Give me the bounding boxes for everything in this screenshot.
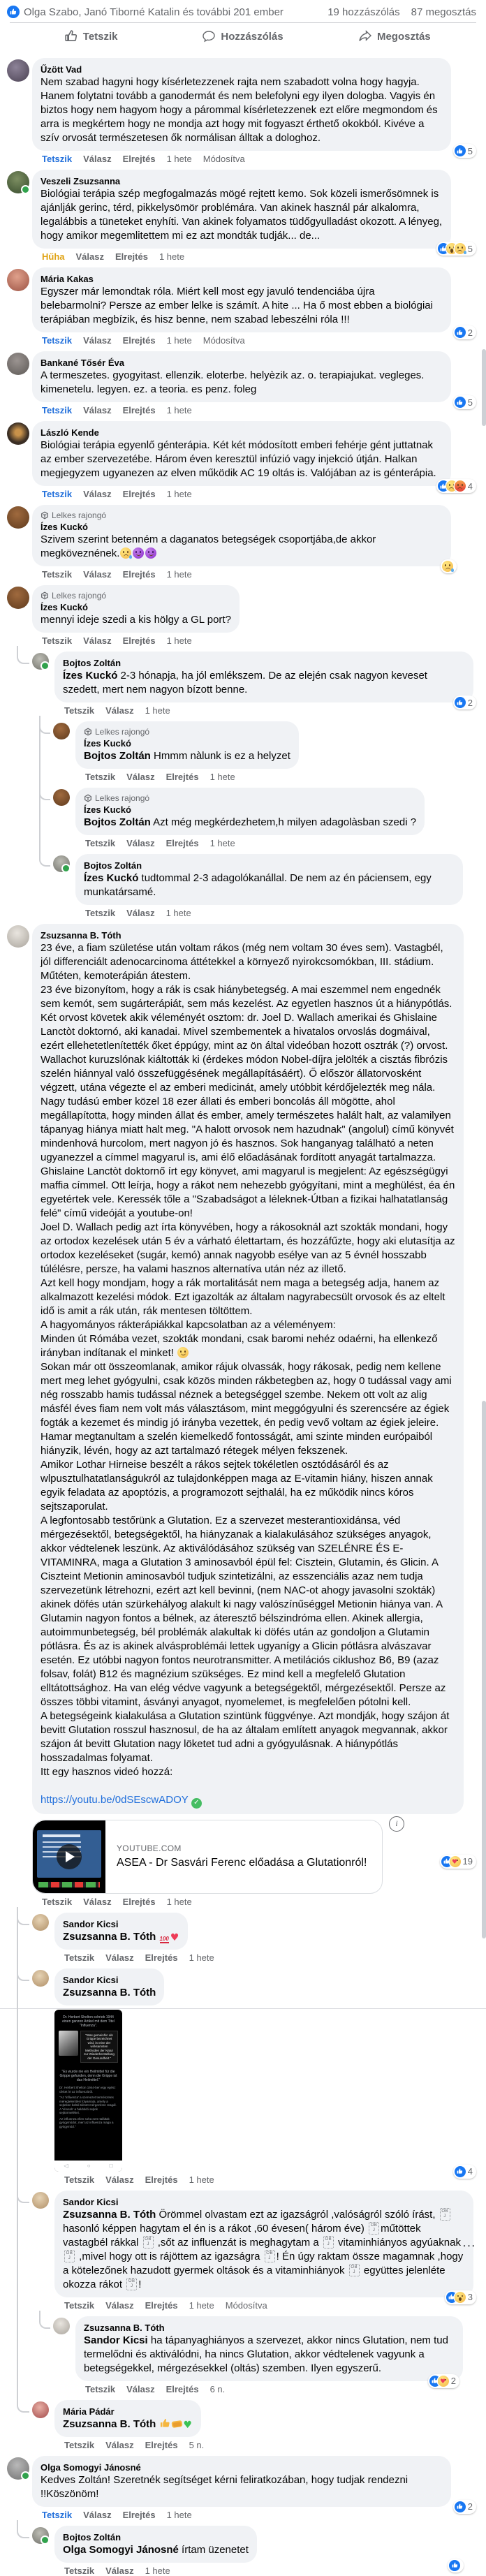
back-icon: ◁ [64, 2163, 68, 2169]
comment-text: Szivem szerint betenném a daganatos betegségek csoportjába,de akkor megköveznének. [40, 533, 379, 559]
post-engagement-bar [0, 0, 486, 22]
reply-button[interactable]: Válasz [83, 635, 112, 646]
comment-text: Olga Somogyi Jánosné írtam üzenetet [63, 2543, 249, 2556]
reply-button[interactable]: Válasz [83, 1896, 112, 1907]
share-button[interactable]: Megosztás [319, 26, 471, 47]
comment [0, 2456, 486, 2520]
comment-author[interactable]: Mária Pádár [63, 2406, 115, 2417]
comment-text: Bojtos Zoltán Hmmm nàlunk is ez a helyzet [84, 750, 290, 762]
avatar[interactable] [53, 723, 70, 739]
hundred-points-emoji: 100 [159, 1935, 169, 1942]
like-button[interactable]: Tetszik [64, 1952, 95, 1963]
comment-author[interactable]: Zsuzsanna B. Tóth [40, 930, 122, 941]
comment-author[interactable]: Bojtos Zoltán [63, 658, 122, 668]
comment-actions [64, 2300, 476, 2311]
comment-button[interactable]: Hozzászólás [167, 26, 318, 47]
mention-link[interactable]: Zsuzsanna B. Tóth [63, 2208, 156, 2221]
comment-actions [42, 335, 476, 346]
comment-actions [85, 908, 476, 918]
hide-button[interactable]: Elrejtés [122, 1896, 156, 1907]
mention-link[interactable]: Ízes Kuckó [84, 872, 139, 884]
comment-actions [42, 405, 476, 415]
comment-reply [0, 652, 486, 716]
avatar[interactable] [7, 506, 29, 529]
timestamp[interactable]: 1 hete [166, 154, 192, 164]
avatar[interactable] [32, 2401, 49, 2418]
timestamp[interactable]: 1 hete [209, 838, 235, 848]
comment-author[interactable]: Ízes Kuckó [84, 738, 131, 749]
hide-button[interactable]: Elrejtés [165, 2383, 199, 2394]
avatar[interactable] [53, 2318, 70, 2334]
comment [0, 351, 486, 415]
comment-text: Nem szabad hagyni hogy kísérletezzenek rajta nem szabadott volna hogy hagyja. Hanem folytatni tovább a ganodermát és nem belefolyni egy ilyen dologba. Vagyis én biztos hogy nem hagyom hogy a párommal kísérletezzenek ezt előre megmondom és arra is megkértem hogy ne mondja azt hogy mit fogyaszt érthető okokból. Kivéve a szív orvosát természetesen ők normálisan álltak a dologhoz. [40, 76, 441, 144]
mention-link[interactable]: Ízes Kuckó [63, 670, 118, 682]
comment-reply [0, 854, 486, 918]
comment-text: Ízes Kuckó tudtommal 2-3 adagolókanállal. De nem az én páciensem, egy munkatársamé. [84, 872, 434, 898]
comment-reply [0, 1913, 486, 1963]
reaction-count: 4 [467, 480, 473, 492]
timestamp[interactable]: 1 hete [166, 635, 192, 646]
comment-text: Kedves Zoltán! Szeretnék segítséget kérni feliratkozában, hogy tudjak rendezni !!Köszönöm! [40, 2473, 411, 2500]
comment-actions [42, 1897, 476, 1907]
like-reaction-icon [455, 145, 466, 156]
top-fan-badge: Lelkes rajongó [40, 591, 231, 601]
like-button[interactable]: Tetszik [64, 2439, 95, 2450]
avatar[interactable] [7, 171, 29, 193]
home-icon: ○ [87, 2163, 91, 2169]
reaction-pill[interactable] [453, 325, 476, 339]
object-replacement-glyph: OBJ [64, 2250, 75, 2262]
like-button[interactable]: Tetszik [85, 2383, 116, 2394]
comment [0, 58, 486, 164]
handshake-emoji [171, 2420, 182, 2428]
reaction-pill[interactable] [428, 2374, 459, 2388]
timestamp[interactable]: 1 hete [189, 1952, 214, 1963]
timestamp[interactable]: 1 hete [189, 2174, 214, 2185]
devil-emoji [133, 547, 144, 559]
like-button[interactable]: Tetszik [42, 154, 73, 164]
care-reaction-icon: ♥ [450, 1856, 461, 1867]
comment-actions [42, 569, 476, 580]
like-reaction-icon [455, 327, 466, 338]
reaction-count: 5 [467, 145, 473, 156]
reaction-pill[interactable] [453, 2165, 476, 2179]
comment-reply [0, 2316, 486, 2394]
like-button[interactable]: Tetszik [64, 2299, 95, 2311]
mention-link[interactable]: Olga Somogyi Jánosné [63, 2543, 179, 2556]
comment-text: A termeszetes. gyogyitast. ellenzik. eloterbe. helyèzik az. o. terapiajukat. vegleges. kimenetelu. legyen. ez. a teoria. es penz. foleg [40, 369, 427, 395]
comment-actions [42, 489, 476, 499]
sad-reaction-icon [442, 561, 453, 572]
reaction-pill[interactable] [445, 2290, 476, 2304]
angry-reaction-icon [455, 480, 466, 492]
reply-button[interactable]: Válasz [126, 772, 155, 782]
object-replacement-glyph: OBJ [323, 2236, 334, 2249]
badge-icon [40, 591, 49, 600]
comment-author[interactable]: László Kende [40, 427, 99, 438]
timestamp[interactable]: 1 hete [166, 569, 192, 580]
like-button[interactable]: Tetszik [42, 489, 73, 499]
comment-author[interactable]: Ízes Kuckó [40, 602, 88, 612]
reply-button[interactable]: Válasz [126, 2383, 155, 2394]
comment-actions [85, 772, 476, 782]
like-button[interactable]: Tetszik [15, 26, 167, 47]
like-reaction-icon [7, 6, 20, 18]
thread-line [17, 2311, 18, 2394]
reply-button[interactable]: Válasz [83, 489, 112, 499]
reaction-pill[interactable] [453, 695, 476, 709]
reply-button[interactable]: Válasz [105, 705, 134, 716]
reaction-count: 2 [467, 2501, 473, 2512]
scrollbar-thumb[interactable] [482, 349, 486, 426]
reply-button[interactable]: Válasz [126, 908, 155, 918]
edited-label: Módosítva [202, 335, 245, 346]
play-button-icon[interactable] [57, 1844, 82, 1869]
comment-text: Bojtos Zoltán Azt még megkérdezhetem,h milyen adagolàsban szedi ? [84, 816, 417, 828]
comment-text: Ízes Kuckó 2-3 hónapja, ha jól emlékszem. De az elején csak nagyon keveset szedett, mert nem nagyon bízott benne. [63, 670, 431, 695]
reaction-count: 19 [462, 1856, 473, 1867]
like-button[interactable]: Tetszik [85, 908, 116, 918]
comments-count[interactable]: 19 hozzászólás [327, 6, 400, 18]
top-fan-badge: Lelkes rajongó [84, 793, 416, 803]
care-reaction-icon: ♥ [438, 2376, 449, 2387]
recents-icon: □ [109, 2163, 113, 2169]
top-fan-badge: Lelkes rajongó [40, 510, 443, 520]
reply-button[interactable]: Válasz [83, 154, 112, 164]
hide-button[interactable]: Elrejtés [122, 335, 156, 346]
attached-screenshot-image[interactable]: Dr. Herbert Shelton schrieb 1944 einen ganzen Artikel mit dem Titel "Influenza". "Was gemeinhin als Grippe bezeichnet wird, ist eine der wirksamsten Methoden der Natur zur Wiederherstellung der Gesundheit." "Es wurde nie ein Heilmittel für die Grippe gefunden, denn die Grippe ist das Heilmittel." Dr. Herbert Shelton 1944-ben egy egész cikket írt az influenzáról. "Az 'influenza' a szervezet természetes méregtelenítési folyamata, amely a sejteken belüli túlzott mérgezésre reagál. A 'vírusok' a haldokló sejtek sejttörmelékei. Az influenza ellen soha nem találtak gyógymódot, mert az influenza maga a gyógymód." ◁ ○ □ [54, 2010, 122, 2172]
youtube-link[interactable]: https://youtu.be/0dSEscwADOY [40, 1794, 189, 1806]
comment-author[interactable]: Ízes Kuckó [84, 804, 131, 815]
comment-author[interactable]: Olga Somogyi Jánosné [40, 2461, 141, 2473]
comment-reply [0, 788, 486, 848]
green-heart-emoji [184, 2420, 193, 2430]
like-button[interactable]: Tetszik [42, 635, 73, 646]
object-replacement-glyph: OBJ [440, 2208, 450, 2221]
object-replacement-glyph: OBJ [369, 2222, 379, 2235]
slight-smile-emoji [177, 1347, 189, 1358]
avatar[interactable] [7, 925, 29, 948]
hide-button[interactable]: Elrejtés [145, 2439, 178, 2450]
like-reaction-icon [449, 2560, 460, 2571]
comment-reply [0, 2526, 486, 2576]
hide-button[interactable]: Elrejtés [122, 154, 156, 164]
comment-actions [85, 838, 476, 848]
badge-icon [84, 794, 92, 802]
comment-actions [64, 705, 476, 716]
comment-actions [64, 2174, 476, 2185]
comment [0, 421, 486, 499]
timestamp[interactable]: 1 hete [166, 489, 192, 499]
like-button[interactable]: Tetszik [42, 1896, 73, 1907]
reply-button[interactable]: Válasz [83, 569, 112, 580]
reaction-count: 5 [467, 243, 473, 254]
comment-author[interactable]: Mária Kakas [40, 274, 94, 284]
reaction-pill[interactable] [436, 479, 476, 493]
timestamp[interactable]: 1 hete [166, 405, 192, 415]
reply-button[interactable]: Válasz [105, 2174, 134, 2185]
comment-actions [42, 251, 476, 262]
like-button[interactable]: Tetszik [64, 705, 95, 716]
shares-count[interactable]: 87 megosztás [411, 6, 476, 18]
reaction-pill[interactable] [436, 242, 476, 256]
hide-button[interactable]: Elrejtés [165, 838, 199, 848]
post-action-bar [10, 23, 476, 50]
mention-link[interactable]: Zsuzsanna B. Tóth [63, 2417, 156, 2430]
like-button[interactable]: Tetszik [85, 772, 116, 782]
hide-button[interactable]: Elrejtés [122, 405, 156, 415]
online-indicator [61, 864, 71, 873]
heart-exclamation-emoji [170, 1932, 179, 1943]
mention-link[interactable]: Zsuzsanna B. Tóth [63, 1930, 156, 1943]
comment-text: Zsuzsanna B. Tóth Örömmel olvastam ezt az igazságról ,valóságról szóló írást, OBJ hasonló képpen hagytam el én is a rákot ,60 évesen( három éve) OBJ műtöttek vastagbél rákkal OBJ ,sőt az influenzát is meghagytam a OBJ vitaminhiányos agyúaknak OBJ ,mivel hogy ott is rájöttem az igazságra OBJ ! Én úgy raktam össze magamnak ,hogy a kötelezőnek hazudott gyermek oltások és a vitaminhiányok OBJ együttes jelenléte okozza rákot OBJ ! [63, 2208, 466, 2290]
reply-button[interactable]: Válasz [105, 2439, 134, 2450]
timestamp[interactable]: 1 hete [209, 772, 235, 782]
comment-actions [64, 2440, 476, 2450]
comment [0, 267, 486, 346]
comment: Zsuzsanna B. Tóth 23 éve, a fiam születése után voltam rákos (még nem voltam 30 éves sem). Vastagbél, jól differenciált adenocarcinoma áttétekkel a környező nyirokcsomókban, III. stádium. Műtéten, kemoterápián átestem. 23 éve bizonyítom, hogy a rák is csak hiánybetegség. A mai eszemmel nem engednék sem kemót, sem sugárterápiát, sem más kezelést. Az egyetlen hasznos út a hiánypótlás. Két orvost követek akik véleményét osztom: dr. Joel D. Wallach amerikai és Ghislaine Lanctòt doktornó, aki kanadai. Mivel szembementek a hivatalos orvoslás dogmáival, ezért ellehetetlenítették őket éppúgy, mint az ön által videóban hozott osztrák (?) orvost. Wallachot kuruzslónak kiáltották ki (érdekes módon Nobel-díjra jelölték a cisztás fibrózis szelén hiánnyal való összefüggésének megállapításáért). Ő először állatorvosként végzett, utána végezte el az emberi medicinát, amely utóbbit kérdőjelezték meg nála. Nagy tudású ember közel 18 ezer állati és emberi boncolás áll mögötte, ahol megállapította, hogy minden állat és ember, amely természetes halált halt, az valamilyen tápanyag hiánya miatt halt meg. "A halott orvosok nem hazudnak" (angolul) című könyvét mindenhová hurcolom, mert nagyon jó és hasznos. Sok hanganyag található a neten ugyanezzel a címmel magyarul is, ami élő előadásának fordított anyagát tartalmazza. Ghislaine Lanctòt doktornő írt egy könyvet, ami magyarul is megjelent: Az egészségügyi maffia címmel. Ott leírja, hogy a rákot nem nehezebb gyógyítani, mint a meghülést, éa én egyetértek vele. Keressék tőle a "Szabadságot a léleknek-Útban a fizikai halhatatlanság felé" című videóját a youtube-on! Joel D. Wallach pedig azt írta könyvében, hogy a rákosoknál azt szokták mondani, hogy az ortodox kezelések után 5 év a várható élettartam, és hozzáfűzte, hogy aki elutasítja az ortodox kezeléseket (sugár, kemó) annak nagyobb esélye van az 5 évnél hosszabb túlélésre, persze, ha valami hasznos alternatíva után néz az illető. Azt kell hogy mondjam, hogy a rák mortalitását nem maga a betegség adja, hanem az alkalmazott kezelési módok. Ezt igazolták az általam nagyrabecsült orvosok és az eltelt idő is amit a rák után, rák mentesen töltöttem. A hagyományos rákterápiákkal kapcsolatban az a véleményem: Minden út Rómába vezet, szokták mondani, csak baromi nehéz odaérni, ha ellenkező irányban indítanak el minket! Sokan már ott összeomlanak, amikor rájuk olvassák, hogy rákosak, pedig nem kellene mert meg lehet gyógyulni, csak közös minden rákbetegben az, hogy 0 tudással vagy ami nég rosszabb hamis tudással néznek a betegséggel szembe. Nekem ott volt az alig másfél éves fiam nem volt más választásom, mint meggógyulni és szerencsére az égiek fogták a kezemet és mindig jó irányba vezettek, én pedig vevő voltam az égiek jeleire. Hamar megtanultam a szelén kiemelkedő fontosságát, ami szinte minden európaiból hiányzik, lévén, hogy az azt tartalmazó rétegek mélyen fekszenek. Amikor Lothar Hirneise beszélt a rákos sejtek tökéletlen osztódásáról és az wlpusztulhatatlanságukról az tulajdonképpen maga az E-vitamin hiány, hiszen annak egyik feladata az apoptózis, a programozott sejthalál, ha ez működik nincs kóros sejtszaporulat. A legfontosabb testőrünk a Glutation. Ez a szervezet mesterantioxidánsa, véd mérgezésektől, betegségektől, ha hiányzanak a kialakulásához szükséges anyagok, akkor védtelenek leszünk. Az aktiválódásához szükség van SZELÉNRE ÉS E-VITAMINRA, maga a Glutation 3 aminosavból épül fel: Cisztein, Glutamin, és Glicin. A Ciszteint Metionin aminosavból tudjuk szintetizálni, az esszenciális azaz nem tudja szervezetünk létrehozni, ezért azt kell bevinni, (nem NAC-ot ahogy javasolni szokták) akinek döfés után szürkehályog alakult ki nagy valószínűséggel Metionin hiánya van. A Glutamin nagyon fontos a bélnek, az áteresztő bélszindróma ellen. Akinek allergia, autoimmunbetegség, bél problémák alakultak ki döfés után az gondoljon a Glutamin pótlásra. És az is akinek alvásproblémái lettek ugyanígy a Glicin pótlásra alvászavar esetén. Ez utóbbi nagyon fontos neurotransmitter. A metilációs ciklushoz B6, B9 (azaz folsav, folát) B12 és magnézium szükséges. Ez mind kell a megfelelő Glutation elltátottsághoz. Ha van elég védve vagyunk a betegségektől, mérgezésektől. Persze az összes többi vitamint, ásványi anyagot, nyomelemet, is megfelelően pótolni kell. A betegségeink kialakulása a Glutation szintünk függvénye. Azt mondják, hogy szájon át bevitt Glutation rosszul hasznosul, de ha az általam említett anyagok megvannak, akkor szájon át bevitt Glutation nagy löketet tud adni a gyógyulásnak. A hiánypótlás hosszadalmas folyamat. Itt egy hasznos videó hozzá: https://youtu.be/0dSEscwADOY✓ YOUTUBE.COM ASEA - Dr Sasvári Ferenc előadása a Glutationról! i ♥ 19 Tetszik Válasz Elrejtés 1 hete [0, 924, 486, 1907]
thumb-up-icon [65, 30, 78, 43]
edited-label: Módosítva [225, 2299, 267, 2311]
like-reaction-icon [455, 697, 466, 708]
avatar[interactable] [53, 855, 70, 872]
youtube-link-preview[interactable] [32, 1820, 383, 1894]
comment-author[interactable]: Veszeli Zsuzsanna [40, 176, 121, 186]
like-button[interactable]: Tetszik [64, 2174, 95, 2185]
video-thumbnail[interactable] [33, 1820, 105, 1893]
comment-reply [0, 2400, 486, 2450]
comment-author[interactable]: Sandor Kicsi [63, 2196, 119, 2207]
timestamp[interactable]: 1 hete [166, 2509, 192, 2520]
online-indicator [40, 661, 50, 670]
object-replacement-glyph: OBJ [265, 2250, 275, 2262]
online-indicator [40, 2535, 50, 2545]
badge-icon [84, 728, 92, 736]
comment [0, 170, 486, 262]
scrollbar-thumb[interactable] [482, 1401, 486, 1938]
mention-link[interactable]: Sandor Kicsi [84, 2334, 148, 2346]
like-button[interactable]: Tetszik [42, 405, 73, 415]
comment-text: mennyi ideje szedi a kis hölgy a GL port? [40, 614, 231, 626]
reaction-pill[interactable] [453, 2500, 476, 2514]
comment-reply [0, 1968, 486, 2185]
comment-reply [0, 2191, 486, 2311]
like-button[interactable]: Tetszik [42, 2509, 73, 2520]
timestamp[interactable]: 1 hete [166, 335, 192, 346]
object-replacement-glyph: OBJ [349, 2264, 360, 2276]
avatar[interactable] [53, 789, 70, 806]
link-title[interactable]: ASEA - Dr Sasvári Ferenc előadása a Glutationról! [117, 1856, 367, 1869]
object-replacement-glyph: OBJ [143, 2236, 154, 2249]
mention-link[interactable]: Bojtos Zoltán [84, 750, 151, 762]
timestamp[interactable]: 1 hete [159, 251, 185, 262]
avatar[interactable] [7, 587, 29, 609]
like-reaction-icon [455, 2501, 466, 2512]
reply-button[interactable]: Válasz [126, 838, 155, 848]
comment-actions [42, 635, 476, 646]
timestamp[interactable]: 1 hete [166, 1896, 192, 1907]
like-reaction-icon [455, 397, 466, 408]
hide-button[interactable]: Elrejtés [145, 2299, 178, 2311]
avatar[interactable] [32, 2527, 49, 2544]
mention-link[interactable]: Zsuzsanna B. Tóth [63, 1986, 156, 1999]
online-indicator [21, 2471, 30, 2480]
avatar[interactable] [32, 1970, 49, 1987]
timestamp[interactable]: 6 n. [209, 2383, 226, 2394]
reply-button[interactable]: Válasz [83, 2509, 112, 2520]
reactors-summary[interactable]: Olga Szabo, Janó Tiborné Katalin és további 201 ember [24, 6, 284, 18]
avatar[interactable] [32, 653, 49, 670]
comment-author[interactable]: Sandor Kicsi [63, 1974, 119, 1985]
avatar[interactable] [7, 353, 29, 375]
avatar[interactable] [7, 269, 29, 291]
online-indicator [21, 185, 30, 194]
badge-icon [40, 511, 49, 520]
hide-button[interactable]: Elrejtés [145, 1952, 178, 1963]
reaction-count: 4 [467, 2166, 473, 2177]
comment-text: Biológiai terápia szép megfogalmazás mögé rejtett kemo. Sok közeli ismerősömnek is ajánlják gerinc, térd, pikkelysömör problémára. Van akinek használ pár alkalomra, legalábbis a tüneteket enyhíti. Van akinek folyamatos tüdőgyulladást okozott. A lényeg, hogy amikor megemlitettem mi ez azt mondták tudják... de... [40, 188, 446, 242]
mention-link[interactable]: Bojtos Zoltán [84, 816, 151, 828]
comment-text: 23 éve, a fiam születése után voltam rákos (még nem voltam 30 éves sem). Vastagbél, jól differenciált adenocarcinoma áttétekkel a környező nyirokcsomókban, III. stádium. Műtéten, kemoterápián átestem. [40, 942, 443, 982]
reaction-count: 2 [450, 2376, 456, 2386]
hide-button[interactable]: Elrejtés [115, 251, 148, 262]
comment [0, 585, 486, 646]
phone-nav-bar [54, 2161, 122, 2172]
reply-button[interactable]: Válasz [105, 2299, 134, 2311]
comment [0, 505, 486, 580]
comment-author[interactable]: Zsuzsanna B. Tóth [84, 2322, 165, 2333]
like-button[interactable]: Tetszik [42, 569, 73, 580]
comment-text: Biológiai terápia egyenlő génterápia. Két két módosított emberi fehérje gént juttatnak az ember szervezetébe. Három éven keresztül infúzió vagy injekció útján. Halkan megjegyzem ugyanezen az elven működik AC 19 oltás is. Valójában az is génterápia. [40, 439, 436, 479]
reaction-pill[interactable] [440, 1855, 476, 1869]
comment-author[interactable]: Bankané Tősér Éva [40, 358, 124, 368]
comment-author[interactable]: Ízes Kuckó [40, 522, 88, 532]
verified-check-icon [191, 1798, 202, 1809]
reaction-pill[interactable] [441, 559, 457, 573]
top-fan-badge: Lelkes rajongó [84, 727, 290, 737]
timestamp[interactable]: 1 hete [165, 908, 191, 918]
avatar[interactable] [32, 2192, 49, 2209]
comment-actions [64, 1952, 476, 1963]
reaction-count: 3 [467, 2292, 473, 2302]
reaction-count: 2 [467, 697, 473, 708]
comment-author[interactable]: Sandor Kicsi [63, 1918, 119, 1929]
reaction-pill[interactable] [448, 2559, 464, 2573]
reaction-pill[interactable] [453, 395, 476, 409]
divider [0, 2008, 486, 2009]
comment-actions [85, 2384, 476, 2394]
timestamp[interactable]: 1 hete [145, 705, 170, 716]
comment-author[interactable]: Bojtos Zoltán [84, 860, 142, 871]
sad-reaction-icon [455, 243, 466, 254]
devil-emoji [145, 547, 156, 559]
hide-button[interactable]: Elrejtés [145, 2174, 178, 2185]
comment-text: Egyszer már lemondtak róla. Miért kell most egy javuló tendenciába újra belebarmolni? Persze az ember lelke is számít. A hite ... Ha ő most ebben a biológiai terápiában megbízik, és hisz benne, nem szabad lebeszélni róla !!! [40, 286, 436, 325]
like-button[interactable]: Tetszik [85, 838, 116, 848]
like-button[interactable]: Tetszik [64, 2565, 95, 2576]
comment-text [63, 1986, 156, 2000]
comment-text [63, 2417, 193, 2431]
hide-button[interactable]: Elrejtés [122, 569, 156, 580]
thumbs-up-emoji [160, 2418, 170, 2429]
comment-reply [0, 721, 486, 782]
reply-button[interactable]: Válasz [105, 2565, 134, 2576]
avatar[interactable] [7, 2457, 29, 2480]
timestamp[interactable]: 1 hete [145, 2565, 170, 2576]
wow-reaction-icon [455, 2292, 466, 2303]
timestamp[interactable]: 1 hete [189, 2299, 214, 2311]
hide-button[interactable]: Elrejtés [122, 489, 156, 499]
reply-button[interactable]: Válasz [105, 1952, 134, 1963]
like-reaction-icon [455, 2166, 466, 2177]
reply-button[interactable]: Válasz [75, 251, 104, 262]
comment-text [63, 1930, 179, 1944]
portrait-photo [59, 2031, 78, 2056]
sad-sweat-emoji [120, 547, 131, 559]
reaction-count: 2 [467, 327, 473, 338]
comment-actions [64, 2566, 476, 2576]
hide-button[interactable]: Elrejtés [122, 635, 156, 646]
timestamp[interactable]: 5 n. [189, 2439, 205, 2450]
reply-button[interactable]: Válasz [83, 405, 112, 415]
comment-bubble-icon [202, 30, 215, 43]
share-arrow-icon [359, 30, 371, 43]
avatar[interactable] [32, 1914, 49, 1931]
reaction-count: 5 [467, 397, 473, 408]
like-button[interactable]: Tetszik [42, 335, 73, 346]
comment-actions [42, 154, 476, 164]
info-icon[interactable] [389, 1816, 404, 1832]
comment-actions [42, 2510, 476, 2520]
more-options-button[interactable]: ⋯ [462, 2239, 476, 2254]
reaction-pill[interactable] [453, 144, 476, 158]
comment-author[interactable]: Bojtos Zoltán [63, 2531, 122, 2542]
object-replacement-glyph: OBJ [126, 2278, 137, 2290]
reply-button[interactable]: Válasz [83, 335, 112, 346]
wow-button[interactable]: Hűha [42, 251, 65, 262]
avatar[interactable] [7, 59, 29, 82]
link-source: YOUTUBE.COM [117, 1843, 182, 1853]
hide-button[interactable]: Elrejtés [165, 772, 199, 782]
comment-text: Sandor Kicsi ha tápanyaghiányos a szervezet, akkor nincs Glutation, nem tud termelődni és aktiválódni, ha nincs Glutation, akkor védtelenek vagyunk a betegségekkel, mérgezésekkel (oltás) szemben. Ilyen egyszerű. [84, 2334, 452, 2374]
hide-button[interactable]: Elrejtés [122, 2509, 156, 2520]
avatar[interactable] [7, 422, 29, 445]
edited-label: Módosítva [202, 154, 245, 164]
comment-author[interactable]: Űzött Vad [40, 64, 82, 75]
